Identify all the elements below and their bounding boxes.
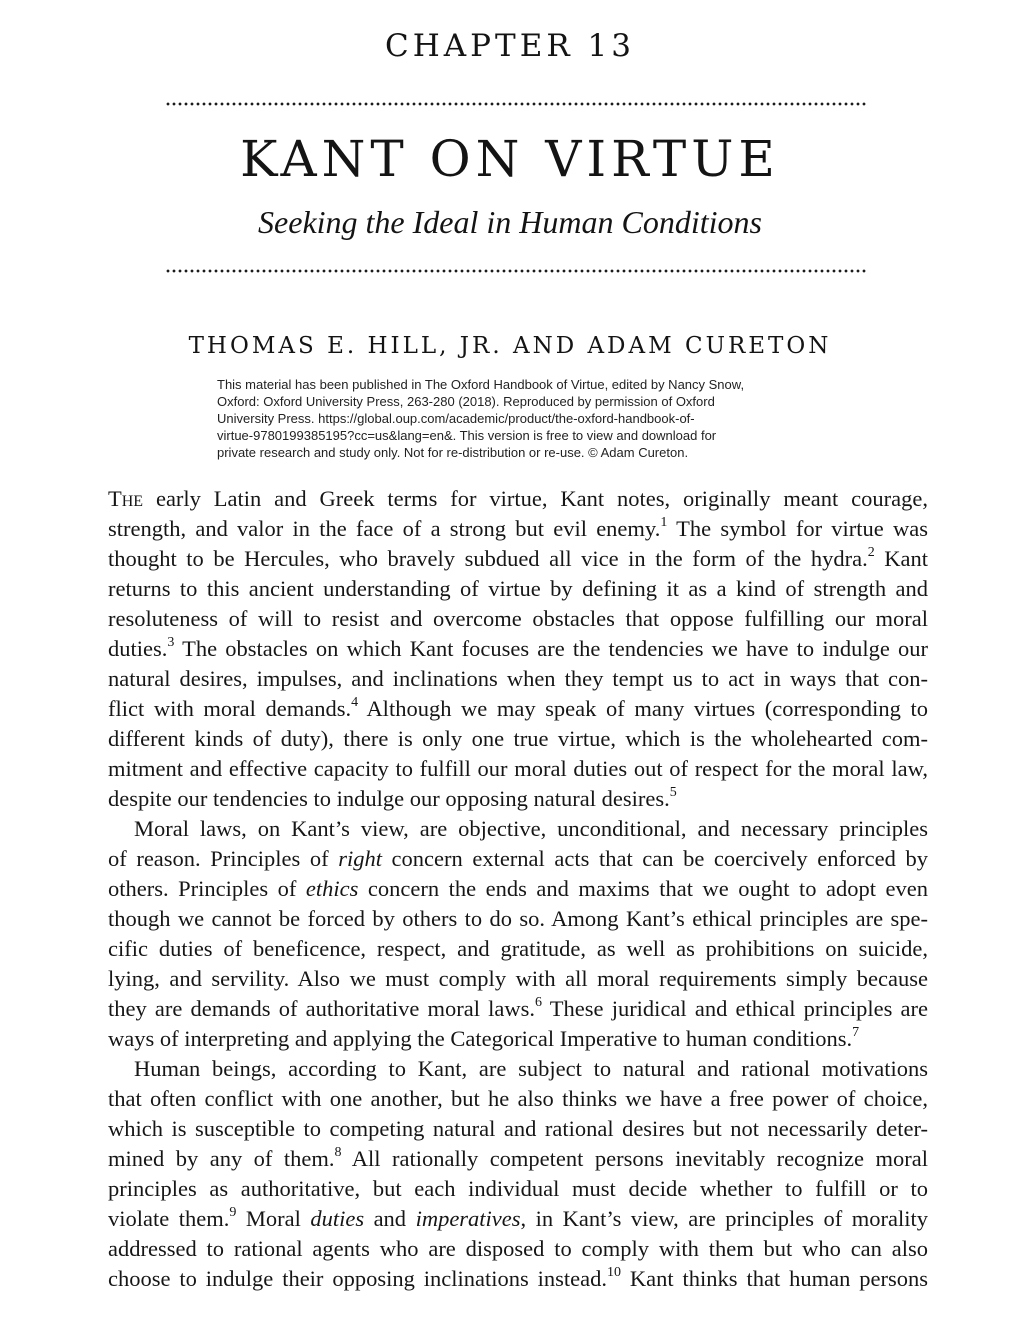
text-line: despite our tendencies to indulge our opposing natural desires.$^5$ (108, 784, 677, 811)
text-line: returns to this ancient understanding of virtue by defining it as a kind of strength and (108, 576, 928, 601)
text-line: mitment and effective capacity to fulfill our moral duties out of respect for the moral law, (108, 756, 928, 781)
text-line: duties.$^3$ The obstacles on which Kant focuses are the tendencies we have to indulge our (108, 634, 928, 661)
text-line: strength, and valor in the face of a strong but evil enemy.$^1$ The symbol for virtue was (108, 514, 928, 541)
drop-word: The (108, 486, 144, 511)
dotted-rule-bottom (165, 268, 867, 274)
text-line: thought to be Hercules, who bravely subdued all vice in the form of the hydra.$^2$ Kant (108, 544, 928, 571)
text-line: natural desires, impulses, and inclinations when they tempt us to act in ways that con- (108, 666, 928, 691)
footnote-ref[interactable]: 1 (660, 514, 668, 530)
text-line: of reason. Principles of right concern external acts that can be coercively enforced by (108, 846, 928, 871)
text-line: which is susceptible to competing natural and rational desires but not necessarily deter- (108, 1116, 928, 1141)
text-line: though we cannot be forced by others to do so. Among Kant’s ethical principles are spe- (108, 906, 928, 931)
text-line: Human beings, according to Kant, are subject to natural and rational motivations (134, 1056, 928, 1081)
footnote-ref[interactable]: 2 (867, 544, 875, 560)
notice-line: Oxford: Oxford University Press, 263-280 (2018). Reproduced by permission of Oxford (217, 394, 715, 409)
footnote-ref[interactable]: 3 (167, 634, 175, 650)
text-line: different kinds of duty), there is only one true virtue, which is the wholehearted com- (108, 726, 928, 751)
notice-line: virtue-9780199385195?cc=us&lang=en&. This version is free to view and download for (217, 428, 717, 443)
chapter-label: CHAPTER 13 (385, 28, 635, 64)
text-line: flict with moral demands.$^4$ Although we may speak of many virtues (corresponding to (108, 694, 929, 721)
chapter-title: KANT ON VIRTUE (240, 130, 780, 188)
text-line: resoluteness of will to resist and overcome obstacles that oppose fulfilling our moral (108, 606, 928, 631)
text-line: mined by any of them.$^8$ All rationally competent persons inevitably recognize moral (108, 1144, 928, 1171)
chapter-subtitle: Seeking the Ideal in Human Conditions (258, 204, 762, 240)
text-line: The early Latin and Greek terms for virtue, Kant notes, originally meant courage, (108, 486, 928, 511)
text-line: that often conflict with one another, but he also thinks we have a free power of choice, (108, 1086, 928, 1111)
authors: THOMAS E. HILL, JR. AND ADAM CURETON (188, 333, 832, 359)
text-line: addressed to rational agents who are disposed to comply with them but who can also (108, 1236, 928, 1261)
copyright-notice (217, 376, 777, 461)
text-line: Moral laws, on Kant’s view, are objective, unconditional, and necessary principles (134, 816, 928, 841)
text-line: violate them.$^9$ Moral duties and imperatives, in Kant’s view, are principles of morality (108, 1204, 928, 1231)
text-line: they are demands of authoritative moral laws.$^6$ These juridical and ethical principles are (108, 994, 928, 1021)
footnote-ref[interactable]: 4 (351, 694, 359, 710)
text-line: cific duties of beneficence, respect, and gratitude, as well as prohibitions on suicide, (108, 936, 928, 961)
text-line: others. Principles of ethics concern the ends and maxims that we ought to adopt even (108, 876, 929, 901)
text-line: lying, and servility. Also we must comply with all moral requirements simply because (108, 966, 928, 991)
text-line: principles as authoritative, but each individual must decide whether to fulfill or to (108, 1176, 928, 1201)
footnote-ref[interactable]: 7 (852, 1024, 860, 1040)
footnote-ref[interactable]: 8 (334, 1144, 342, 1160)
notice-line: private research and study only. Not for re-distribution or re-use. © Adam Cureton. (217, 445, 689, 460)
footnote-ref[interactable]: 10 (607, 1264, 621, 1280)
text-line: ways of interpreting and applying the Categorical Imperative to human conditions.$^7$ (108, 1024, 860, 1051)
notice-line: University Press. https://global.oup.com/academic/product/the-oxford-handbook-of- (217, 411, 695, 426)
footnote-ref[interactable]: 9 (229, 1204, 237, 1220)
dotted-rule-top (165, 101, 867, 107)
footnote-ref[interactable]: 5 (669, 784, 677, 800)
footnote-ref[interactable]: 6 (535, 994, 543, 1010)
text-line: choose to indulge their opposing inclinations instead.$^{10}$ Kant thinks that human persons (108, 1264, 928, 1291)
notice-line: This material has been published in The Oxford Handbook of Virtue, edited by Nancy Snow, (217, 377, 745, 392)
